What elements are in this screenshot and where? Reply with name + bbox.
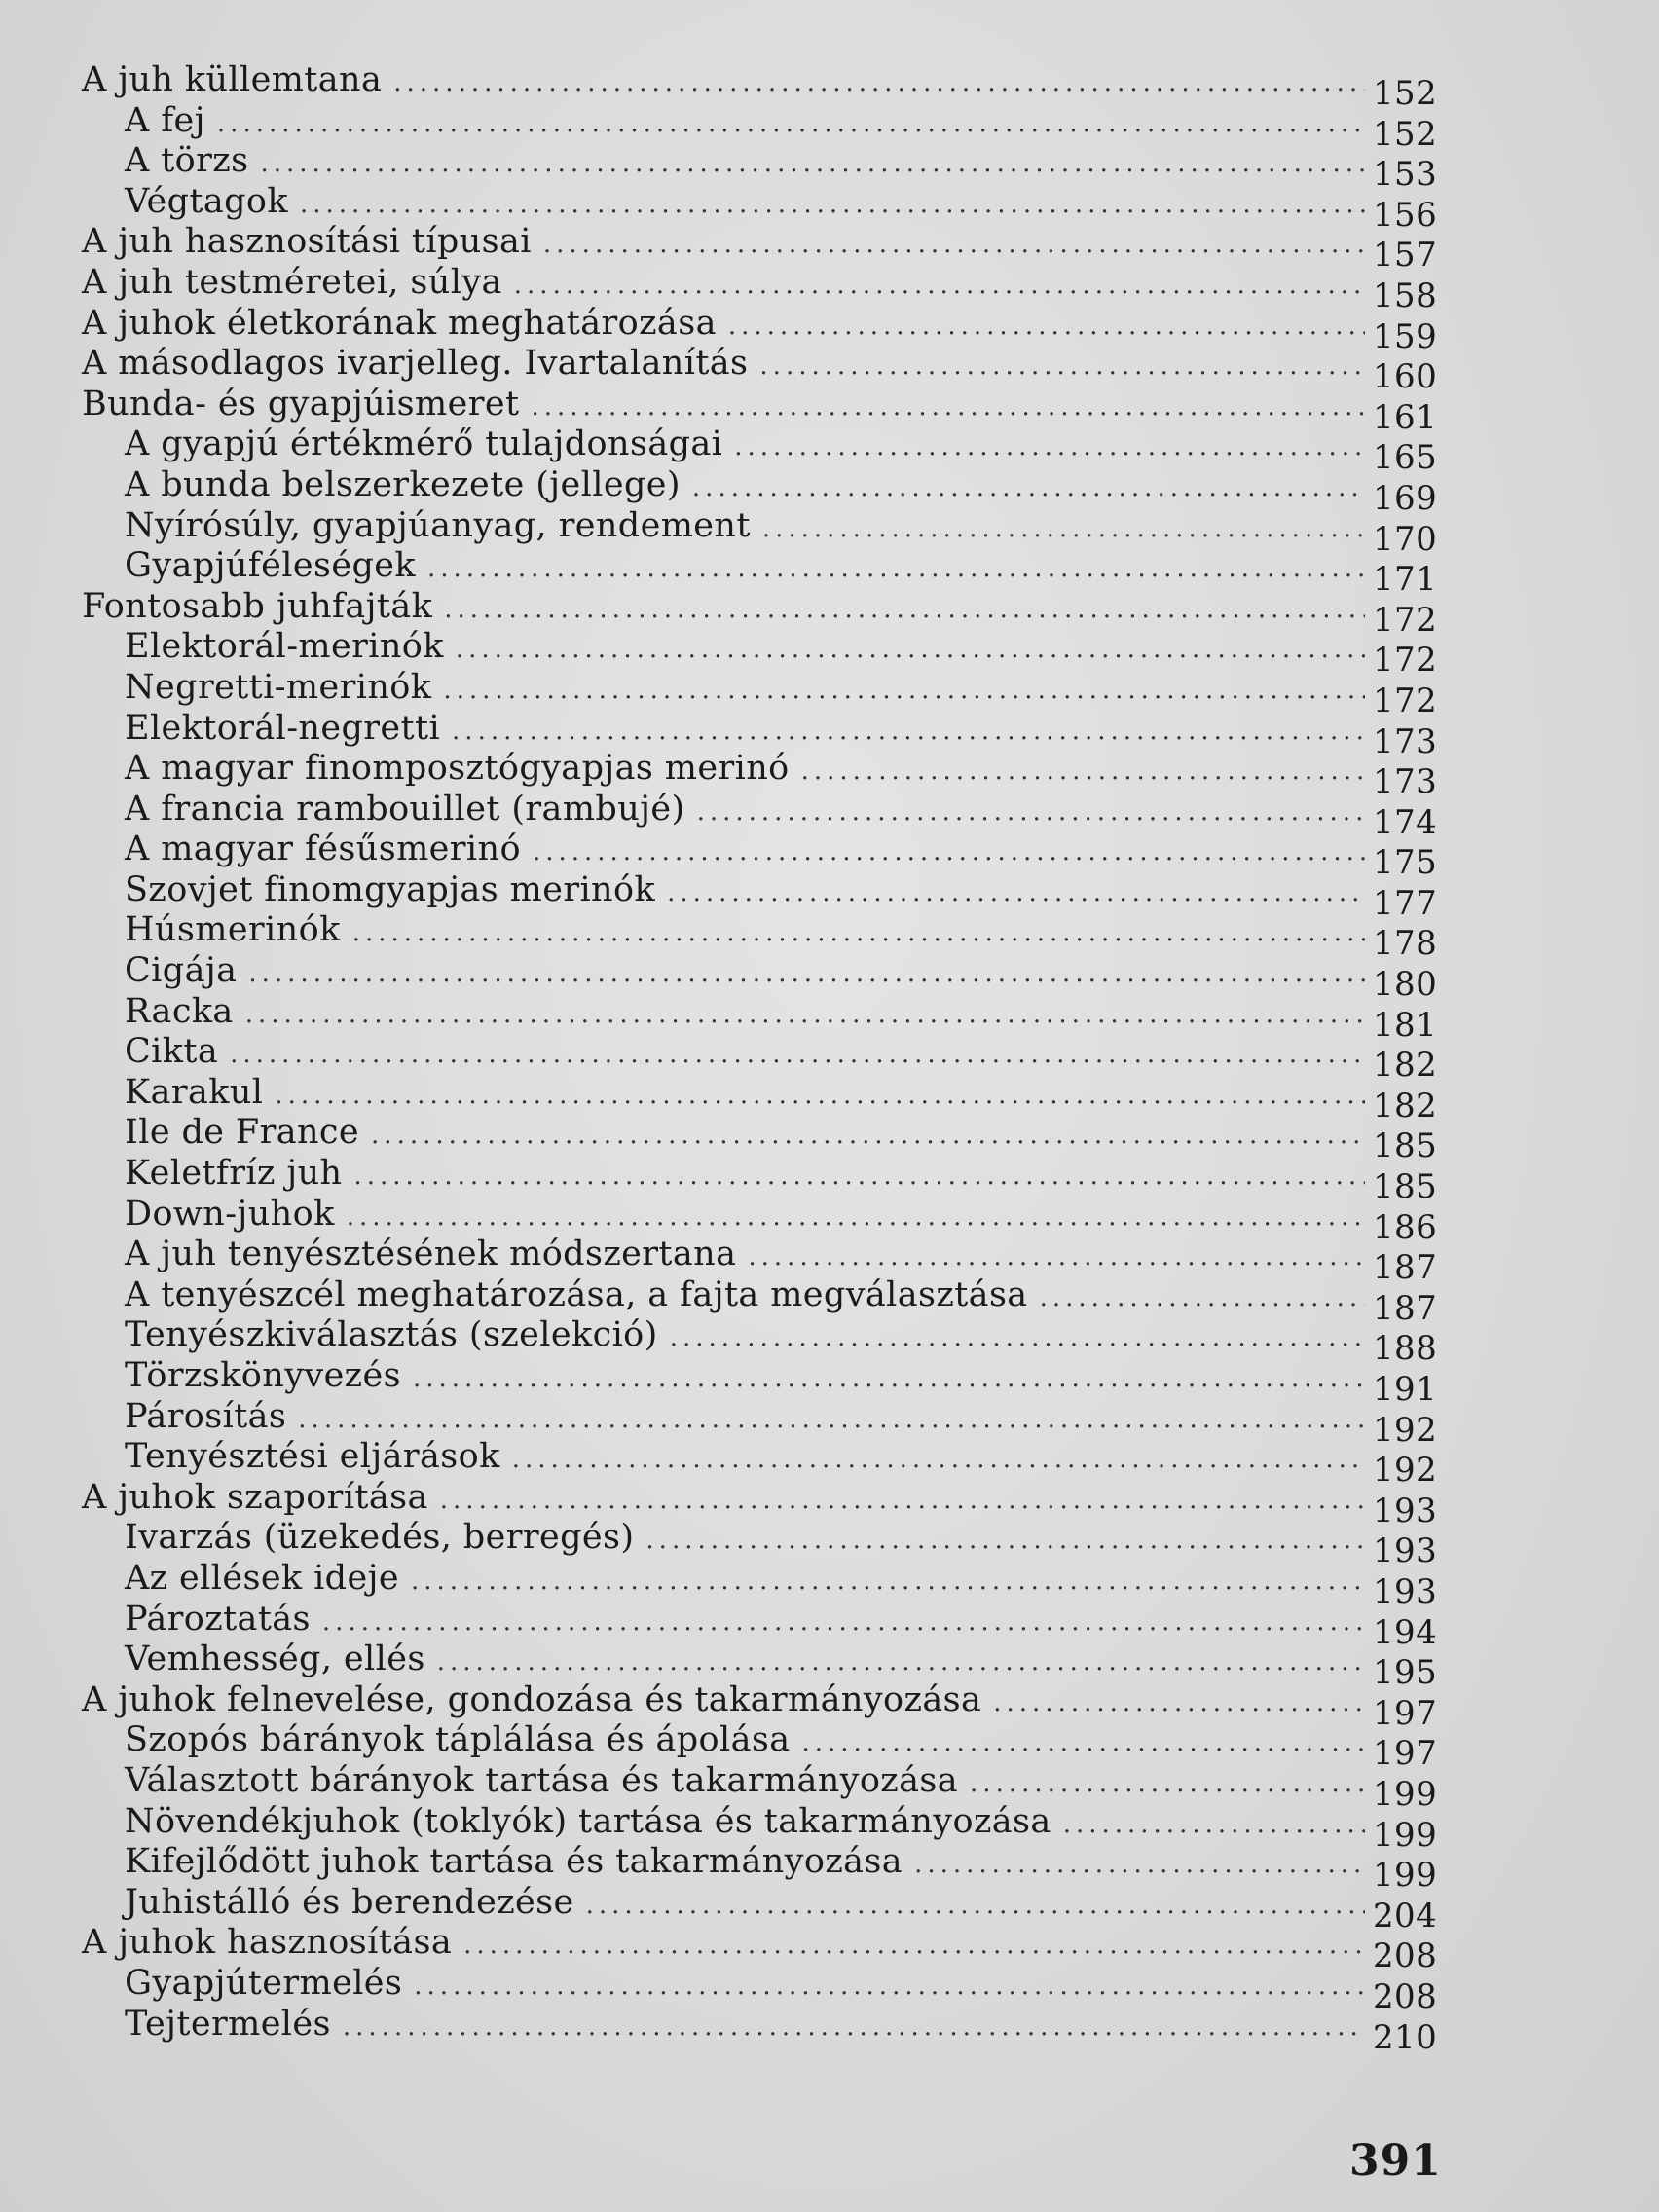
toc-entry-title: Választott bárányok tartása és takarmányozása: [125, 1760, 959, 1800]
dot-leader: [275, 1076, 1365, 1117]
toc-entry-page: 175: [1373, 843, 1438, 883]
toc-entry-title: A fej: [125, 100, 205, 140]
dot-leader: [440, 1481, 1365, 1522]
toc-entry: [82, 344, 1438, 397]
toc-entry-page: 177: [1373, 883, 1438, 923]
toc-entry-page: 172: [1373, 641, 1438, 681]
toc-entry-page: 173: [1373, 721, 1438, 761]
toc-entry-page: 193: [1373, 1491, 1438, 1530]
toc-entry-page: 182: [1373, 1086, 1438, 1125]
toc-entry: [82, 100, 1438, 154]
dot-leader: [413, 1359, 1365, 1400]
dot-leader: [298, 1400, 1365, 1441]
toc-entry-title: A juhok felnevelése, gondozása és takarmányozása: [82, 1679, 982, 1719]
dot-leader: [322, 1603, 1365, 1643]
toc-entry-page: 210: [1373, 2017, 1438, 2057]
dot-leader: [260, 144, 1365, 185]
toc-entry: [82, 1518, 1438, 1571]
toc-entry: [82, 667, 1438, 720]
toc-entry: [82, 1032, 1438, 1086]
toc-entry-page: 170: [1373, 519, 1438, 559]
toc-entry-page: 186: [1373, 1207, 1438, 1247]
toc-entry-title: A magyar finomposztógyapjas merinó: [125, 749, 790, 789]
toc-entry: [82, 1396, 1438, 1450]
toc-entry-page: 192: [1373, 1410, 1438, 1450]
toc-entry: [82, 627, 1438, 681]
toc-entry: [82, 910, 1438, 964]
page-number: 391: [1349, 2136, 1442, 2186]
dot-leader: [533, 832, 1365, 873]
dot-leader: [728, 307, 1365, 348]
toc-entry-title: A bunda belszerkezete (jellege): [125, 464, 681, 504]
toc-entry-page: 204: [1373, 1896, 1438, 1936]
toc-entry: [82, 141, 1438, 195]
dot-leader: [748, 1237, 1365, 1278]
toc-entry-title: Szopós bárányok táplálása és ápolása: [125, 1720, 791, 1760]
dot-leader: [1040, 1278, 1365, 1319]
toc-entry-title: Fontosabb juhfajták: [82, 586, 433, 626]
toc-entry: [82, 1760, 1438, 1814]
dot-leader: [347, 1198, 1365, 1238]
dot-leader: [444, 590, 1365, 631]
dot-leader: [531, 387, 1365, 428]
toc-entry-page: 197: [1373, 1734, 1438, 1774]
dot-leader: [463, 1926, 1365, 1967]
toc-entry-title: Gyapjútermelés: [125, 1963, 403, 2003]
toc-entry: [82, 1356, 1438, 1409]
toc-entry: [82, 1679, 1438, 1733]
toc-entry-title: Ile de France: [125, 1113, 360, 1153]
toc-entry-title: Párosítás: [125, 1396, 287, 1436]
toc-entry-page: 152: [1373, 114, 1438, 154]
toc-entry: [82, 1599, 1438, 1652]
dot-leader: [586, 1886, 1365, 1927]
toc-entry-page: 195: [1373, 1653, 1438, 1693]
dot-leader: [456, 630, 1365, 671]
dot-leader: [427, 549, 1365, 590]
toc-entry: [82, 424, 1438, 478]
dot-leader: [352, 913, 1365, 954]
toc-entry: [82, 1720, 1438, 1774]
toc-entry: [82, 1963, 1438, 2016]
dot-leader: [970, 1764, 1365, 1805]
table-of-contents: [82, 60, 1438, 2057]
toc-entry-title: A juh hasznosítási típusai: [82, 222, 532, 262]
toc-entry: [82, 1437, 1438, 1491]
toc-entry-page: 194: [1373, 1612, 1438, 1652]
dot-leader: [543, 225, 1365, 266]
toc-entry-title: Negretti-merinók: [125, 667, 432, 707]
dot-leader: [353, 1157, 1365, 1198]
dot-leader: [217, 104, 1365, 145]
dot-leader: [801, 1723, 1365, 1764]
toc-entry-page: 199: [1373, 1815, 1438, 1855]
toc-entry-title: Down-juhok: [125, 1194, 335, 1234]
toc-entry: [82, 181, 1438, 235]
dot-leader: [762, 509, 1365, 550]
dot-leader: [734, 427, 1365, 468]
toc-entry-page: 172: [1373, 681, 1438, 720]
toc-entry: [82, 1558, 1438, 1611]
toc-entry-page: 199: [1373, 1774, 1438, 1814]
toc-entry-page: 208: [1373, 1976, 1438, 2016]
toc-entry-page: 180: [1373, 965, 1438, 1005]
toc-entry: [82, 1072, 1438, 1125]
dot-leader: [801, 752, 1365, 793]
toc-entry-title: Húsmerinók: [125, 910, 341, 950]
dot-leader: [667, 873, 1365, 914]
toc-entry: [82, 1882, 1438, 1936]
toc-entry-page: 165: [1373, 438, 1438, 478]
dot-leader: [452, 712, 1365, 753]
toc-entry: [82, 262, 1438, 315]
toc-entry: [82, 1154, 1438, 1207]
toc-entry-title: Gyapjúféleségek: [125, 546, 416, 586]
dot-leader: [245, 995, 1365, 1036]
dot-leader: [343, 2008, 1365, 2048]
toc-entry: [82, 1113, 1438, 1166]
toc-entry: [82, 586, 1438, 640]
toc-entry-title: Pároztatás: [125, 1599, 311, 1639]
toc-entry: [82, 991, 1438, 1045]
toc-entry-title: Elektorál-negretti: [125, 708, 441, 748]
toc-entry-title: A tenyészcél meghatározása, a fajta megválasztása: [125, 1274, 1028, 1314]
toc-entry: [82, 1842, 1438, 1896]
toc-entry: [82, 60, 1438, 113]
toc-entry-title: A juh tenyésztésének módszertana: [125, 1235, 737, 1274]
toc-entry-title: Karakul: [125, 1072, 264, 1112]
toc-entry-page: 208: [1373, 1936, 1438, 1976]
toc-entry-title: Cigája: [125, 951, 238, 991]
toc-entry-title: A juh küllemtana: [82, 60, 383, 99]
toc-entry-page: 187: [1373, 1288, 1438, 1328]
dot-leader: [645, 1521, 1365, 1562]
toc-entry-page: 171: [1373, 560, 1438, 600]
dot-leader: [759, 347, 1365, 387]
dot-leader: [692, 468, 1365, 509]
dot-leader: [514, 266, 1365, 307]
toc-entry-title: Az ellések ideje: [125, 1558, 399, 1598]
toc-entry-page: 191: [1373, 1370, 1438, 1409]
toc-entry-title: A juhok életkorának meghatározása: [82, 303, 717, 343]
toc-entry-title: A gyapjú értékmérő tulajdonságai: [125, 424, 723, 464]
toc-entry-title: A francia rambouillet (rambujé): [125, 789, 685, 829]
toc-entry-page: 159: [1373, 316, 1438, 356]
toc-entry-page: 185: [1373, 1167, 1438, 1207]
toc-entry-page: 153: [1373, 155, 1438, 195]
toc-entry: [82, 222, 1438, 276]
toc-entry: [82, 505, 1438, 559]
toc-entry-title: Vemhesség, ellés: [125, 1640, 425, 1679]
dot-leader: [670, 1318, 1365, 1359]
toc-entry-page: 185: [1373, 1126, 1438, 1166]
toc-entry: [82, 749, 1438, 802]
toc-entry: [82, 546, 1438, 600]
toc-entry-page: 161: [1373, 397, 1438, 437]
dot-leader: [300, 185, 1365, 226]
toc-entry: [82, 708, 1438, 761]
toc-entry: [82, 1477, 1438, 1530]
toc-entry-page: 197: [1373, 1693, 1438, 1733]
toc-entry: [82, 1235, 1438, 1288]
dot-leader: [414, 1967, 1365, 2008]
toc-entry-page: 178: [1373, 924, 1438, 964]
toc-entry-title: Racka: [125, 991, 234, 1031]
toc-entry-page: 172: [1373, 600, 1438, 640]
dot-leader: [697, 793, 1365, 833]
toc-entry-page: 174: [1373, 802, 1438, 842]
toc-entry-page: 173: [1373, 762, 1438, 802]
toc-entry: [82, 869, 1438, 923]
toc-entry-page: 182: [1373, 1046, 1438, 1086]
toc-entry-page: 188: [1373, 1329, 1438, 1369]
toc-entry-title: Elektorál-merinók: [125, 627, 444, 667]
toc-entry-page: 160: [1373, 357, 1438, 397]
dot-leader: [437, 1642, 1365, 1683]
toc-entry-title: Törzskönyvezés: [125, 1356, 401, 1395]
toc-entry: [82, 830, 1438, 883]
toc-entry: [82, 2004, 1438, 2057]
toc-entry-title: A másodlagos ivarjelleg. Ivartalanítás: [82, 344, 749, 384]
toc-entry: [82, 1640, 1438, 1693]
dot-leader: [248, 954, 1365, 995]
toc-entry-title: Növendékjuhok (toklyók) tartása és takarmányozása: [125, 1801, 1051, 1841]
toc-entry-page: 158: [1373, 276, 1438, 315]
toc-entry: [82, 464, 1438, 518]
toc-entry-page: 192: [1373, 1451, 1438, 1491]
toc-entry-page: 152: [1373, 74, 1438, 113]
dot-leader: [230, 1035, 1365, 1076]
toc-entry: [82, 384, 1438, 437]
toc-entry-page: 181: [1373, 1005, 1438, 1045]
dot-leader: [393, 63, 1365, 104]
toc-entry-page: 157: [1373, 236, 1438, 276]
toc-entry-title: Szovjet finomgyapjas merinók: [125, 869, 656, 909]
dot-leader: [1063, 1805, 1365, 1846]
toc-entry-title: Végtagok: [125, 181, 288, 221]
toc-entry: [82, 951, 1438, 1005]
toc-entry-title: Tenyésztési eljárások: [125, 1437, 500, 1477]
toc-entry-title: A magyar fésűsmerinó: [125, 830, 521, 869]
toc-entry-title: A törzs: [125, 141, 249, 181]
dot-leader: [914, 1845, 1365, 1886]
toc-entry: [82, 1194, 1438, 1247]
dot-leader: [371, 1116, 1365, 1157]
toc-entry-title: Bunda- és gyapjúismeret: [82, 384, 520, 424]
toc-entry-title: A juhok hasznosítása: [82, 1923, 453, 1963]
toc-entry-title: Tenyészkiválasztás (szelekció): [125, 1315, 658, 1355]
toc-entry-title: Ivarzás (üzekedés, berregés): [125, 1518, 635, 1558]
dot-leader: [443, 671, 1365, 712]
toc-entry-title: Juhistálló és berendezése: [125, 1882, 574, 1922]
toc-entry-page: 199: [1373, 1856, 1438, 1896]
toc-entry-title: Keletfríz juh: [125, 1154, 343, 1194]
toc-entry: [82, 303, 1438, 356]
toc-entry-title: Tejtermelés: [125, 2004, 331, 2044]
toc-entry-page: 193: [1373, 1531, 1438, 1571]
toc-entry-page: 193: [1373, 1571, 1438, 1611]
toc-entry-page: 156: [1373, 195, 1438, 235]
toc-entry: [82, 1923, 1438, 1976]
dot-leader: [993, 1683, 1365, 1724]
dot-leader: [411, 1562, 1365, 1603]
toc-entry: [82, 789, 1438, 842]
toc-entry-page: 169: [1373, 478, 1438, 518]
toc-entry: [82, 1274, 1438, 1328]
toc-entry-title: Cikta: [125, 1032, 219, 1072]
toc-entry-title: Kifejlődött juhok tartása és takarmányozása: [125, 1842, 903, 1882]
dot-leader: [512, 1440, 1365, 1481]
toc-entry-title: A juhok szaporítása: [82, 1477, 428, 1517]
toc-entry: [82, 1801, 1438, 1855]
toc-entry-title: Nyírósúly, gyapjúanyag, rendement: [125, 505, 751, 545]
toc-entry: [82, 1315, 1438, 1369]
toc-entry-page: 187: [1373, 1248, 1438, 1288]
toc-entry-title: A juh testméretei, súlya: [82, 262, 502, 302]
